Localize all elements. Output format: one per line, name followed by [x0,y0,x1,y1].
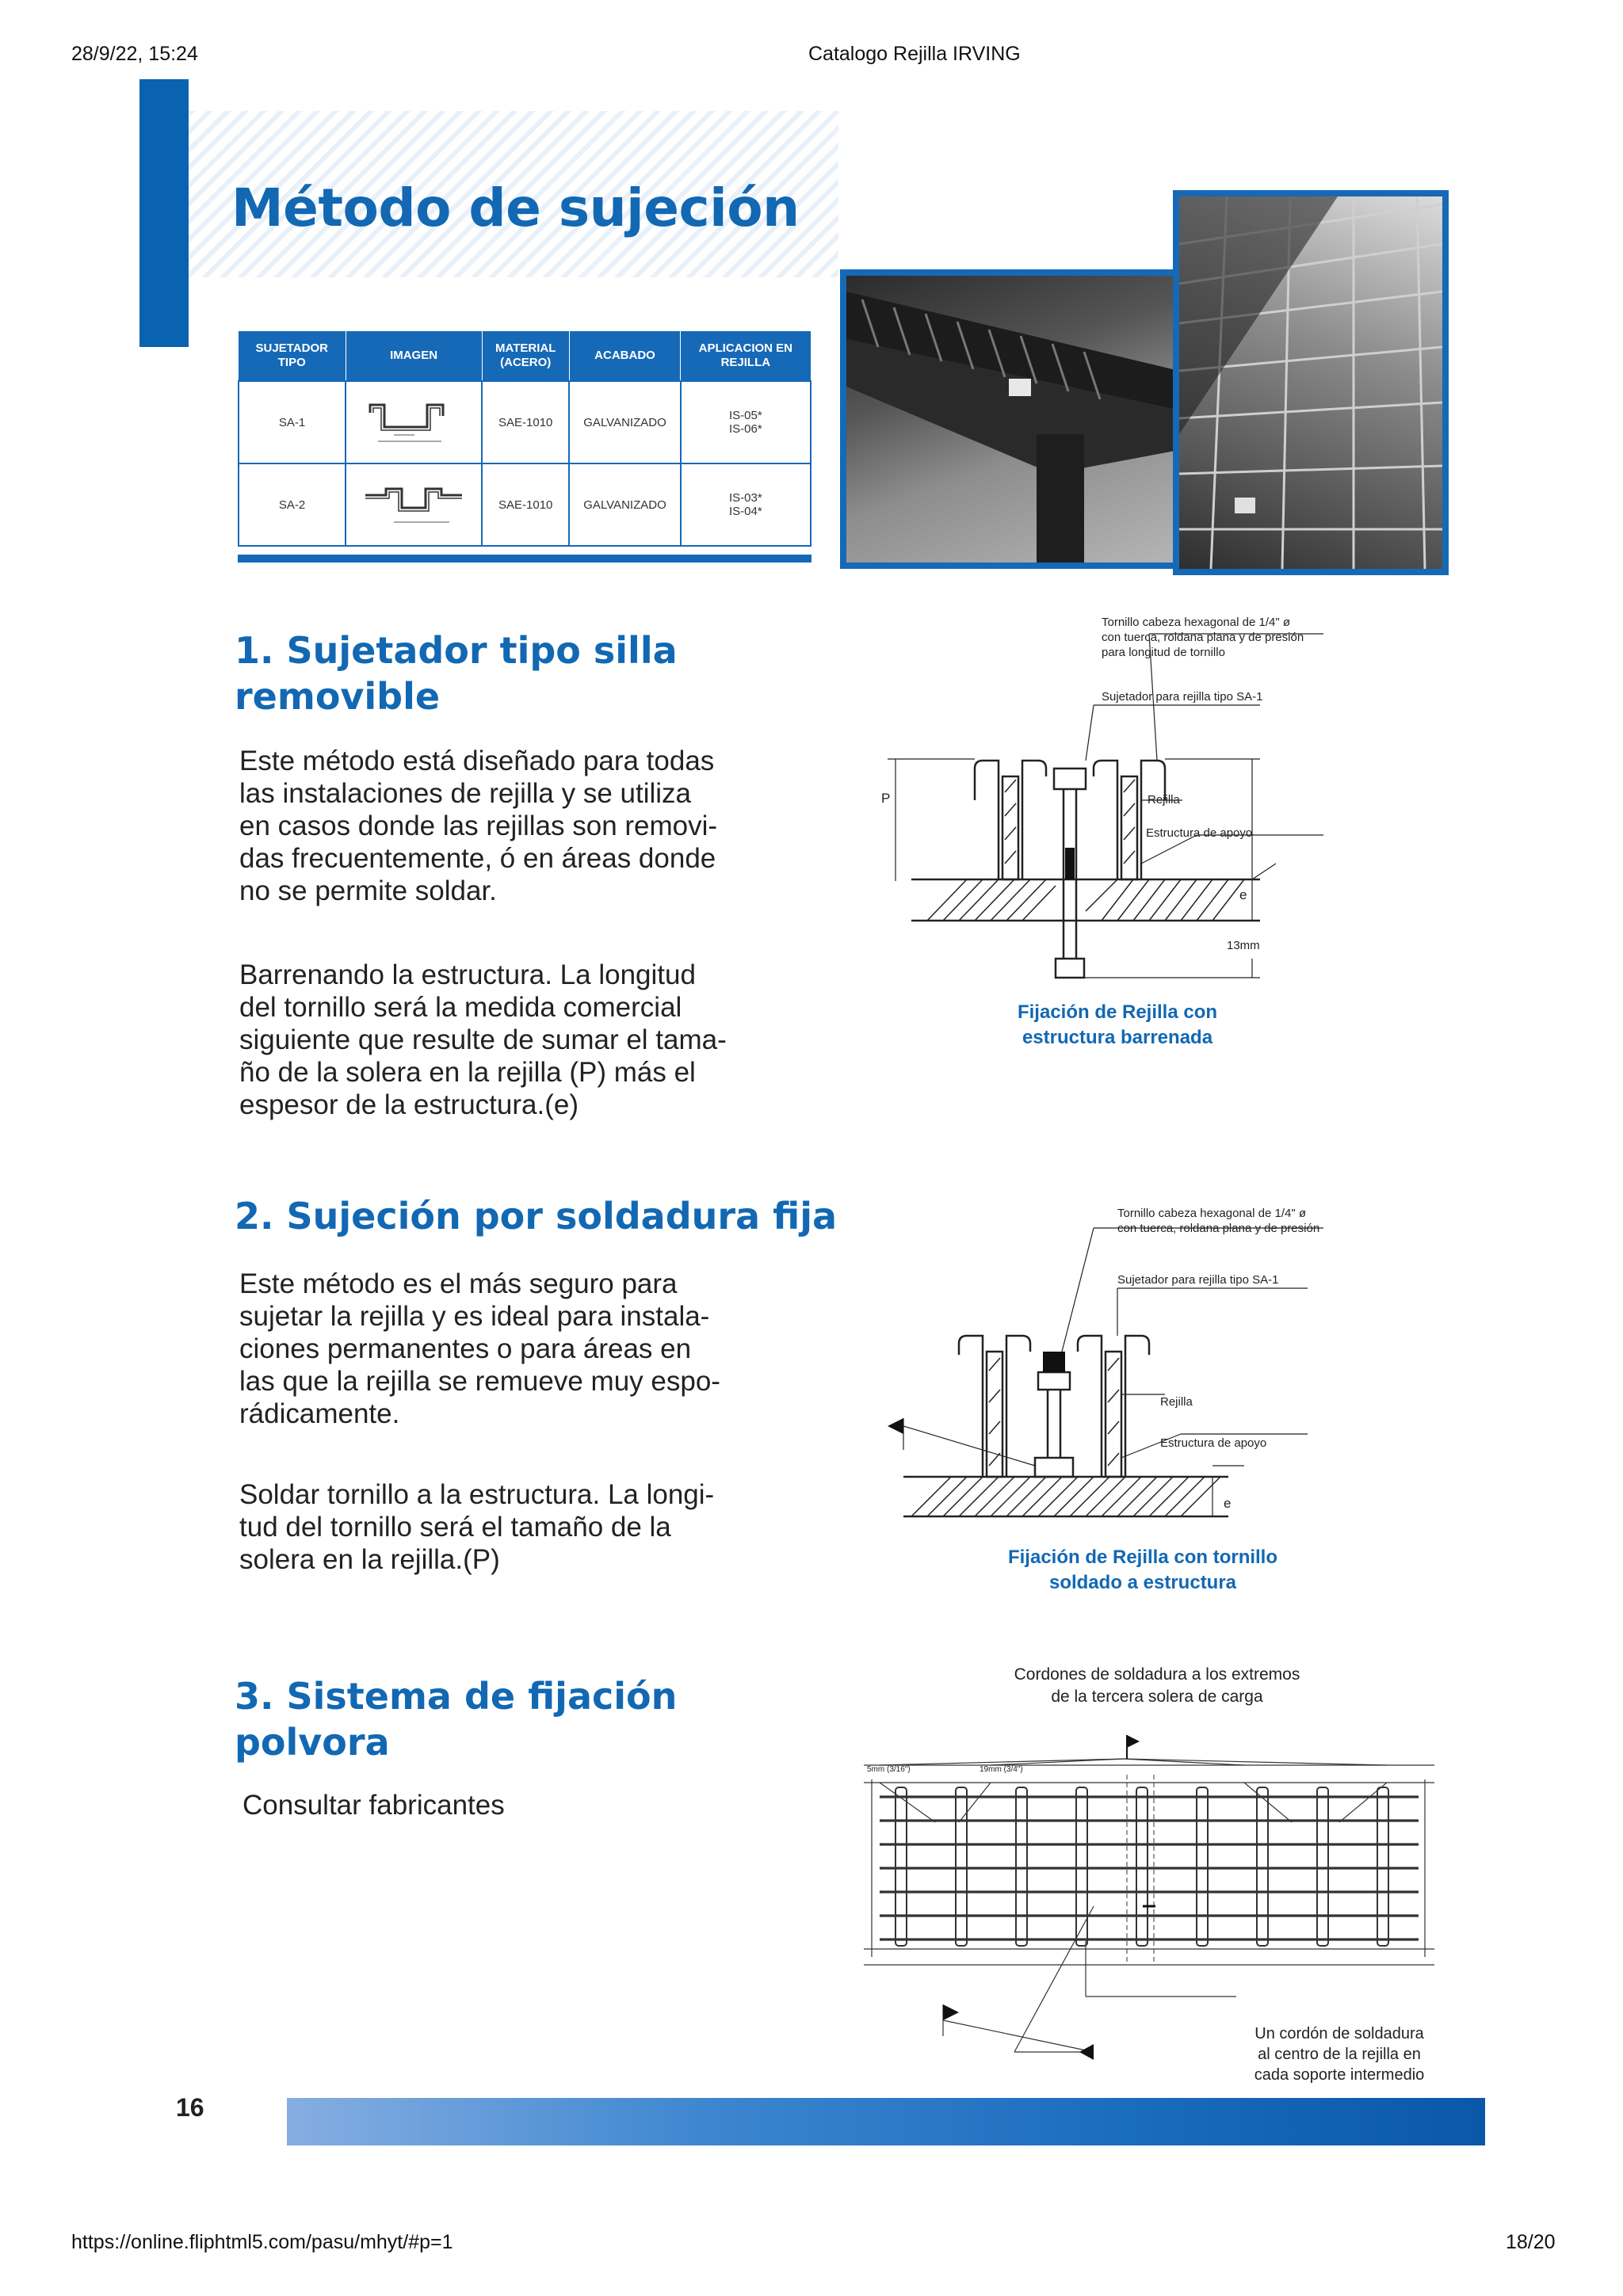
cell-aplicacion [681,381,811,463]
text-line: solera en la rejilla.(P) [239,1544,500,1575]
table-header-row [239,331,811,381]
cell-tipo: SA-1 [239,381,346,463]
aplicacion-2: IS-06* [728,422,762,436]
text-line: del tornillo será la medida comercial [239,992,682,1023]
text-line: Soldar tornillo a la estructura. La longi- [239,1479,715,1510]
print-datetime: 28/9/22, 15:24 [71,43,198,65]
text-line: siguiente que resulte de sumar el tama- [239,1024,727,1055]
th-tipo: SUJETADOR TIPO [239,331,346,381]
text-line: sujetar la rejilla y es ideal para instala- [239,1301,710,1332]
s2-grating-label: Rejilla [1160,1395,1193,1409]
text-line: Un cordón de soldadura [1254,2025,1424,2042]
print-page-count: 18/20 [1506,2231,1556,2253]
blue-side-bar [139,79,189,347]
text-line: para longitud de tornillo [1102,646,1225,659]
section1-paragraph1 [239,745,717,907]
aplicacion-1: IS-05* [728,409,762,422]
sa2-clip-drawing [354,471,473,535]
section1-paragraph2 [239,959,727,1121]
section3-heading-line1: 3. Sistema de fijación [235,1675,678,1718]
page-title: Método de sujeción [231,177,800,238]
fastener-spec-table [238,331,812,547]
th-material: MATERIAL (ACERO) [482,331,569,381]
grating-installed-photo [1173,190,1449,575]
print-doc-title: Catalogo Rejilla IRVING [808,43,1021,65]
footer-bar [287,2098,1485,2145]
section3-heading-line2: polvora [235,1721,390,1764]
s1-clip-label: Sujetador para rejilla tipo SA-1 [1102,690,1263,704]
page-number: 16 [176,2093,204,2122]
sa1-clip-drawing [354,389,473,452]
s3-dim1: 5mm (3/16") [867,1765,911,1774]
s1-bolt-label [1102,615,1304,660]
th-imagen: IMAGEN [346,331,482,381]
aplicacion-2: IS-04* [728,505,762,518]
text-line: soldado a estructura [1048,1572,1237,1593]
text-line: Tornillo cabeza hexagonal de 1/4" ø [1102,616,1290,629]
cell-material: SAE-1010 [482,463,569,546]
photo-grating-drawing [1179,196,1442,569]
section2-paragraph1 [239,1268,720,1430]
cell-imagen [346,381,482,463]
table-bottom-bar [238,555,812,563]
th-acabado: ACABADO [569,331,680,381]
s1-support-label: Estructura de apoyo [1146,826,1253,840]
text-line: Fijación de Rejilla con [1017,1001,1218,1023]
text-line: Barrenando la estructura. La longitud [239,959,696,990]
s2-diagram-caption [976,1545,1309,1596]
text-line: con tuerca, roldana plana y de presión [1102,631,1304,644]
text-line: las instalaciones de rejilla y se utiliza [239,778,691,809]
section1-heading-line2: removible [235,675,441,718]
text-line: Fijación de Rejilla con tornillo [1007,1547,1278,1568]
cell-tipo: SA-2 [239,463,346,546]
text-line: las que la rejilla se remueve muy espo- [239,1366,720,1397]
s1-e-label: e [1239,887,1247,902]
s3-bottom-label [1236,2023,1442,2085]
text-line: Cordones de soldadura a los extremos [1014,1665,1300,1684]
text-line: no se permite soldar. [239,875,497,906]
drilled-structure-diagram [880,610,1387,1006]
s2-support-label: Estructura de apoyo [1160,1436,1267,1450]
s1-grating-label: Rejilla [1148,793,1180,807]
s2-bolt-label [1117,1206,1319,1236]
cell-acabado: GALVANIZADO [569,381,680,463]
s2-e-label: e [1224,1496,1232,1511]
text-line: Este método es el más seguro para [239,1268,678,1299]
welded-bolt-diagram [880,1196,1387,1577]
print-url: https://online.fliphtml5.com/pasu/mhyt/#p=1 [71,2231,453,2253]
text-line: ciones permanentes o para áreas en [239,1333,692,1364]
cell-material: SAE-1010 [482,381,569,463]
s1-diagram-caption [991,1000,1244,1051]
text-line: estructura barrenada [1022,1027,1213,1048]
text-line: das frecuentemente, ó en áreas donde [239,843,716,874]
s3-dim2: 19mm (3/4") [980,1765,1023,1774]
s1-p-label: P [881,791,891,806]
th-aplicacion: APLICACION EN REJILLA [681,331,811,381]
cell-aplicacion [681,463,811,546]
text-line: cada soporte intermedio [1254,2066,1425,2084]
text-line: en casos donde las rejillas son removi- [239,810,718,841]
s1-13mm-label: 13mm [1227,939,1260,952]
text-line: rádicamente. [239,1398,400,1429]
section1-heading-line1: 1. Sujetador tipo silla [235,629,678,672]
s2-clip-label: Sujetador para rejilla tipo SA-1 [1117,1273,1279,1287]
photo-beam-drawing [846,276,1179,563]
text-line: espesor de la estructura.(e) [239,1089,579,1120]
text-line: con tuerca, roldana plana y de presión [1117,1222,1320,1235]
table-row [239,463,811,546]
text-line: tud del tornillo será el tamaño de la [239,1512,671,1543]
cell-acabado: GALVANIZADO [569,463,680,546]
section2-paragraph2 [239,1478,714,1576]
text-line: al centro de la rejilla en [1258,2046,1421,2063]
text-line: de la tercera solera de carga [1051,1688,1263,1706]
s3-top-label [967,1664,1347,1708]
text-line: ño de la solera en la rejilla (P) más el [239,1057,696,1088]
aplicacion-1: IS-03* [728,491,762,505]
text-line: Este método está diseñado para todas [239,746,715,776]
table-row [239,381,811,463]
cell-imagen [346,463,482,546]
grating-clip-photo [840,269,1186,569]
text-line: Tornillo cabeza hexagonal de 1/4" ø [1117,1207,1306,1220]
section3-body: Consultar fabricantes [242,1790,505,1821]
section2-heading: 2. Sujeción por soldadura fija [235,1195,838,1238]
